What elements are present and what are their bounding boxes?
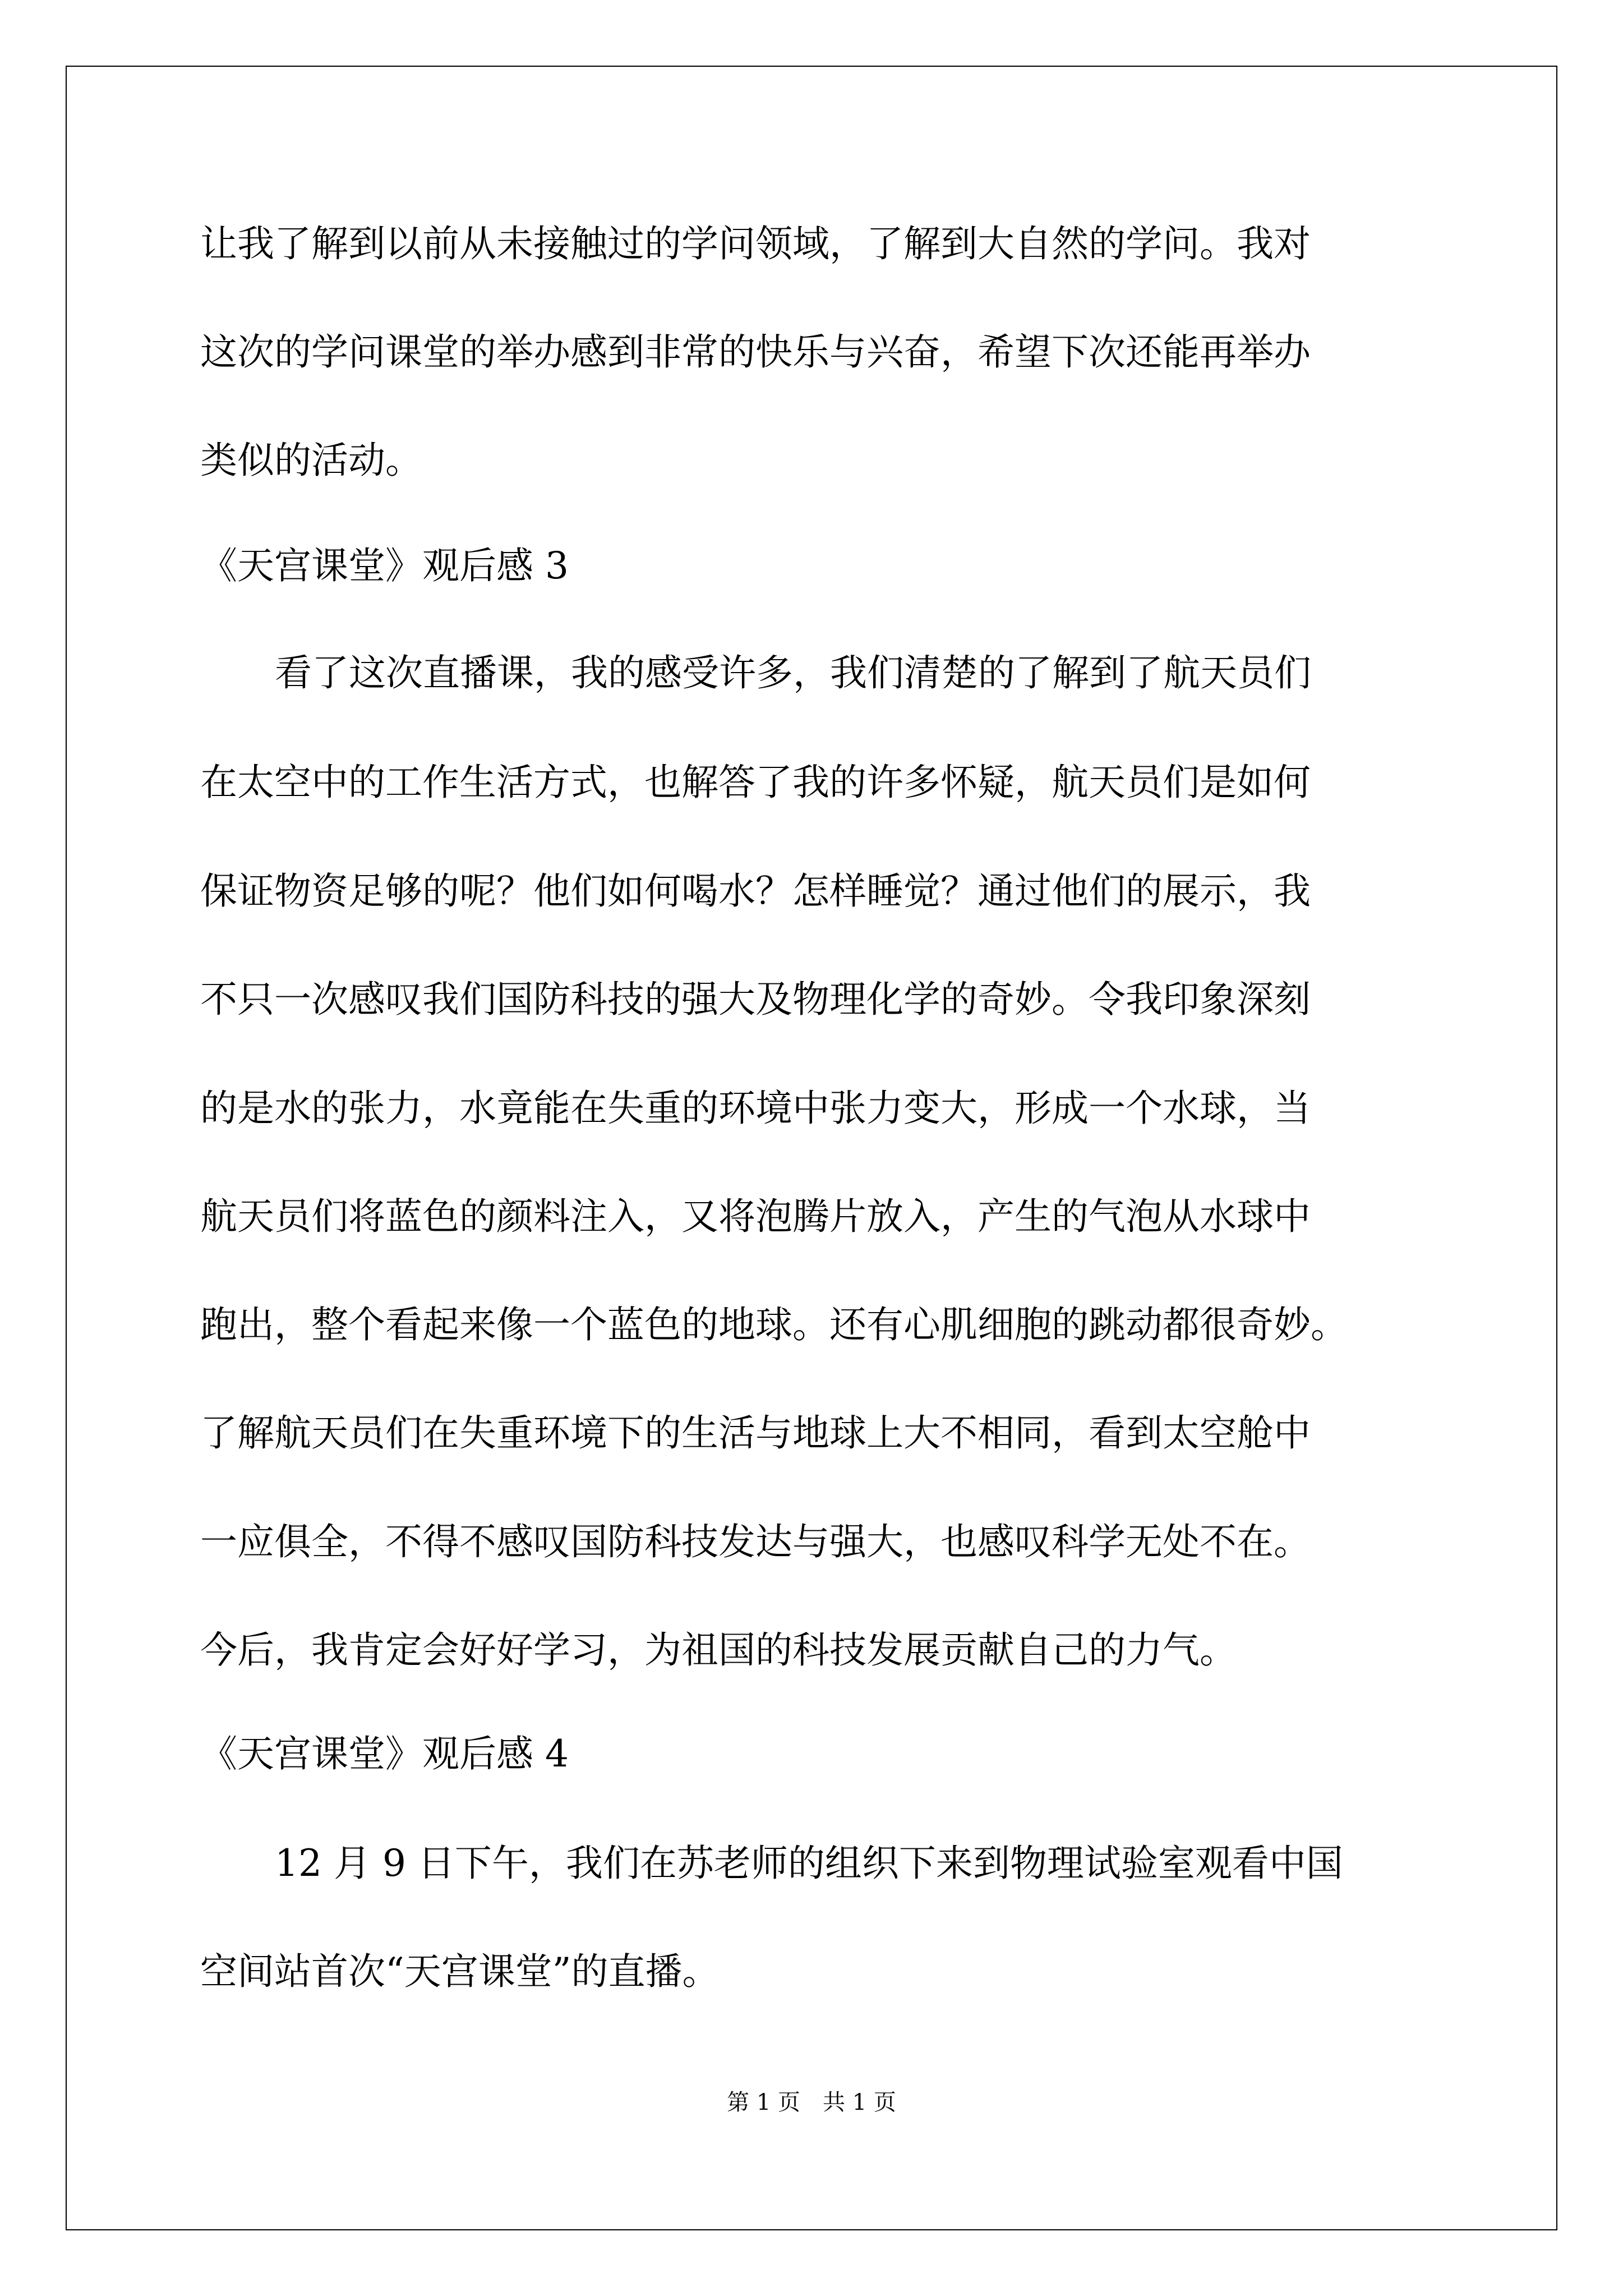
section-4-line-1: 12 月 9 日下午，我们在苏老师的组织下来到物理试验室观看中国 bbox=[275, 1842, 1343, 1885]
section-3-line-8: 了解航天员们在失重环境下的生活与地球上大不相同，看到太空舱中 bbox=[200, 1411, 1311, 1455]
section-4-line-2: 空间站首次“天宫课堂”的直播。 bbox=[200, 1950, 720, 1993]
section-3-line-5: 的是水的张力，水竟能在失重的环境中张力变大，形成一个水球，当 bbox=[200, 1087, 1311, 1130]
section-3-heading: 《天宫课堂》观后感 3 bbox=[200, 544, 569, 587]
section-3-line-9: 一应俱全，不得不感叹国防科技发达与强大，也感叹科学无处不在。 bbox=[200, 1520, 1311, 1563]
section-3-line-3: 保证物资足够的呢？他们如何喝水？怎样睡觉？通过他们的展示，我 bbox=[200, 869, 1311, 913]
section-3-line-2: 在太空中的工作生活方式，也解答了我的许多怀疑，航天员们是如何 bbox=[200, 761, 1311, 804]
section-3-line-1: 看了这次直播课，我的感受许多，我们清楚的了解到了航天员们 bbox=[275, 651, 1311, 694]
body-line-2: 这次的学问课堂的举办感到非常的快乐与兴奋，希望下次还能再举办 bbox=[200, 330, 1311, 374]
section-3-line-7: 跑出，整个看起来像一个蓝色的地球。还有心肌细胞的跳动都很奇妙。 bbox=[200, 1303, 1348, 1346]
section-4-heading: 《天宫课堂》观后感 4 bbox=[200, 1732, 569, 1775]
section-3-line-6: 航天员们将蓝色的颜料注入，又将泡腾片放入，产生的气泡从水球中 bbox=[200, 1195, 1311, 1238]
body-line-3: 类似的活动。 bbox=[200, 439, 422, 482]
page-footer: 第 1 页 共 1 页 bbox=[727, 2090, 896, 2115]
section-3-line-10: 今后，我肯定会好好学习，为祖国的科技发展贡献自己的力气。 bbox=[200, 1628, 1237, 1672]
page-frame bbox=[66, 66, 1557, 2230]
body-line-1: 让我了解到以前从未接触过的学问领域，了解到大自然的学问。我对 bbox=[200, 222, 1311, 265]
section-3-line-4: 不只一次感叹我们国防科技的强大及物理化学的奇妙。令我印象深刻 bbox=[200, 978, 1311, 1021]
